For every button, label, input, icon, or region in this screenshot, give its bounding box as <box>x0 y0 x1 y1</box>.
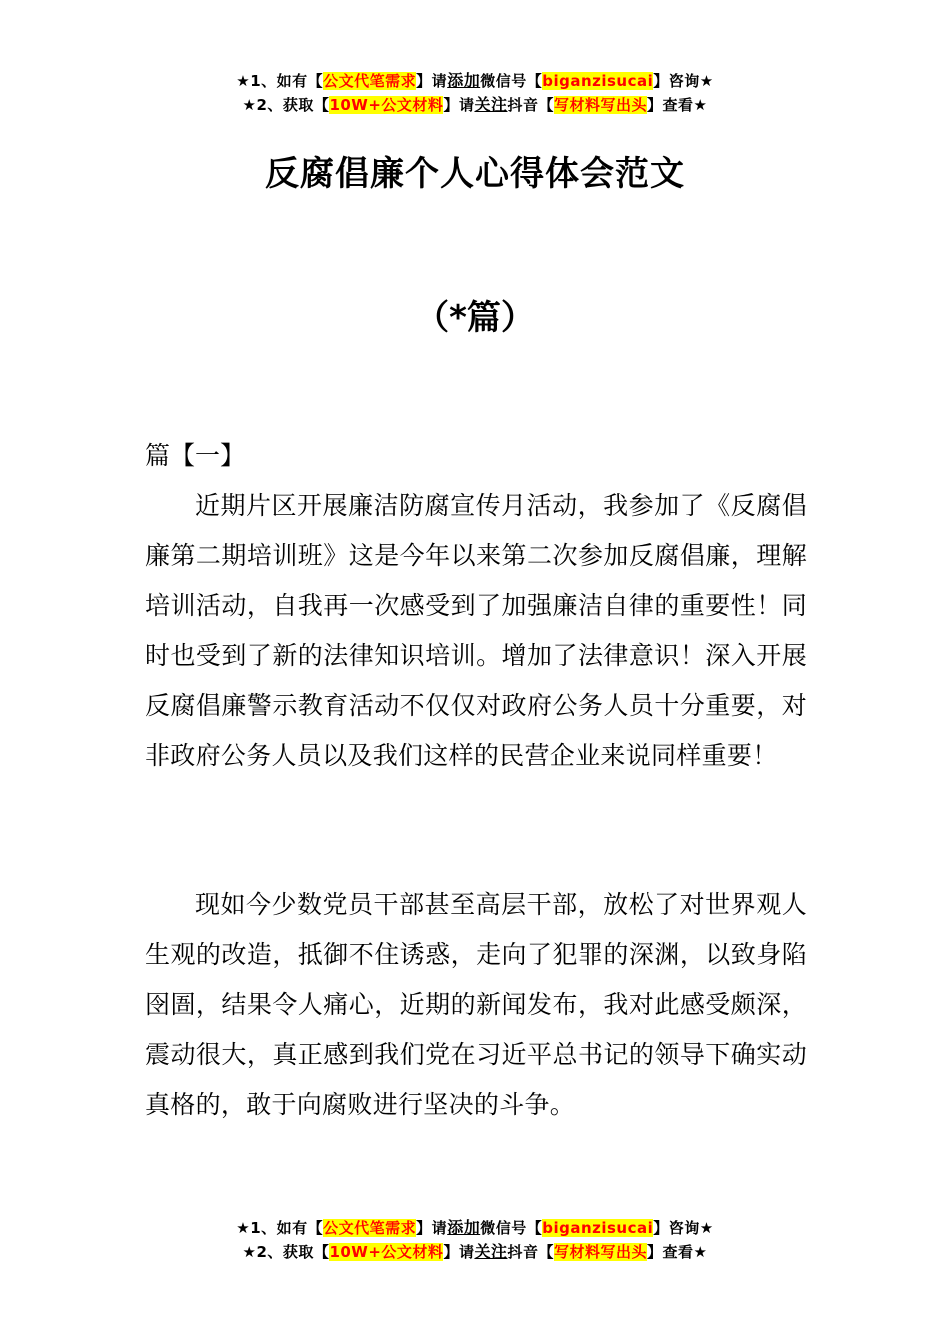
document-subtitle: （*篇） <box>415 298 535 338</box>
banner-text: 】请 <box>416 1219 448 1237</box>
banner-underline: 添加 <box>447 71 481 90</box>
banner-underline: 关注 <box>474 1242 508 1261</box>
footer-banner <box>0 1216 950 1264</box>
banner-line-2 <box>0 93 950 117</box>
banner-line-1 <box>0 1216 950 1240</box>
banner-text: 抖音【 <box>507 1243 554 1261</box>
section-label: 篇【一】 <box>145 441 246 470</box>
banner-text: 抖音【 <box>507 96 554 114</box>
banner-underline: 关注 <box>474 95 508 114</box>
banner-text: 】请 <box>443 96 475 114</box>
banner-highlight: 10W+公文材料 <box>329 96 444 114</box>
banner-text: ★2、获取【 <box>242 1243 330 1261</box>
banner-highlight: 公文代笔需求 <box>323 1219 417 1237</box>
banner-text: 】咨询★ <box>653 72 714 90</box>
banner-line-2 <box>0 1240 950 1264</box>
banner-text: ★1、如有【 <box>236 72 324 90</box>
banner-highlight: 写材料写出头 <box>553 96 647 114</box>
banner-highlight: biganzisucai <box>542 1219 654 1237</box>
banner-text: 微信号【 <box>480 72 543 90</box>
banner-highlight: 10W+公文材料 <box>329 1243 444 1261</box>
banner-text: 】请 <box>416 72 448 90</box>
banner-text: 】查看★ <box>647 1243 708 1261</box>
banner-text: 】查看★ <box>647 96 708 114</box>
banner-highlight: 公文代笔需求 <box>323 72 417 90</box>
body-paragraph-1: 近期片区开展廉洁防腐宣传月活动，我参加了《反腐倡廉第二期培训班》这是今年以来第二次参加反腐倡廉，理解培训活动，自我再一次感受到了加强廉洁自律的重要性！同时也受到了新的法律知识培训。增加了法律意识！深入开展反腐倡廉警示教育活动不仅仅对政府公务人员十分重要，对非政府公务人员以及我们这样的民营企业来说同样重要！ <box>145 491 807 770</box>
banner-text: ★1、如有【 <box>236 1219 324 1237</box>
banner-highlight: biganzisucai <box>542 72 654 90</box>
body-paragraph-2: 现如今少数党员干部甚至高层干部，放松了对世界观人生观的改造，抵御不住诱惑，走向了犯罪的深渊，以致身陷囹圄，结果令人痛心，近期的新闻发布，我对此感受颇深，震动很大，真正感到我们党在习近平总书记的领导下确实动真格的，敢于向腐败进行坚决的斗争。 <box>145 890 807 1119</box>
banner-text: 微信号【 <box>480 1219 543 1237</box>
banner-text: 】咨询★ <box>653 1219 714 1237</box>
banner-text: ★2、获取【 <box>242 96 330 114</box>
document-title: 反腐倡廉个人心得体会范文 <box>265 154 685 194</box>
banner-highlight: 写材料写出头 <box>553 1243 647 1261</box>
banner-text: 】请 <box>443 1243 475 1261</box>
header-banner <box>0 69 950 117</box>
banner-line-1 <box>0 69 950 93</box>
banner-underline: 添加 <box>447 1218 481 1237</box>
